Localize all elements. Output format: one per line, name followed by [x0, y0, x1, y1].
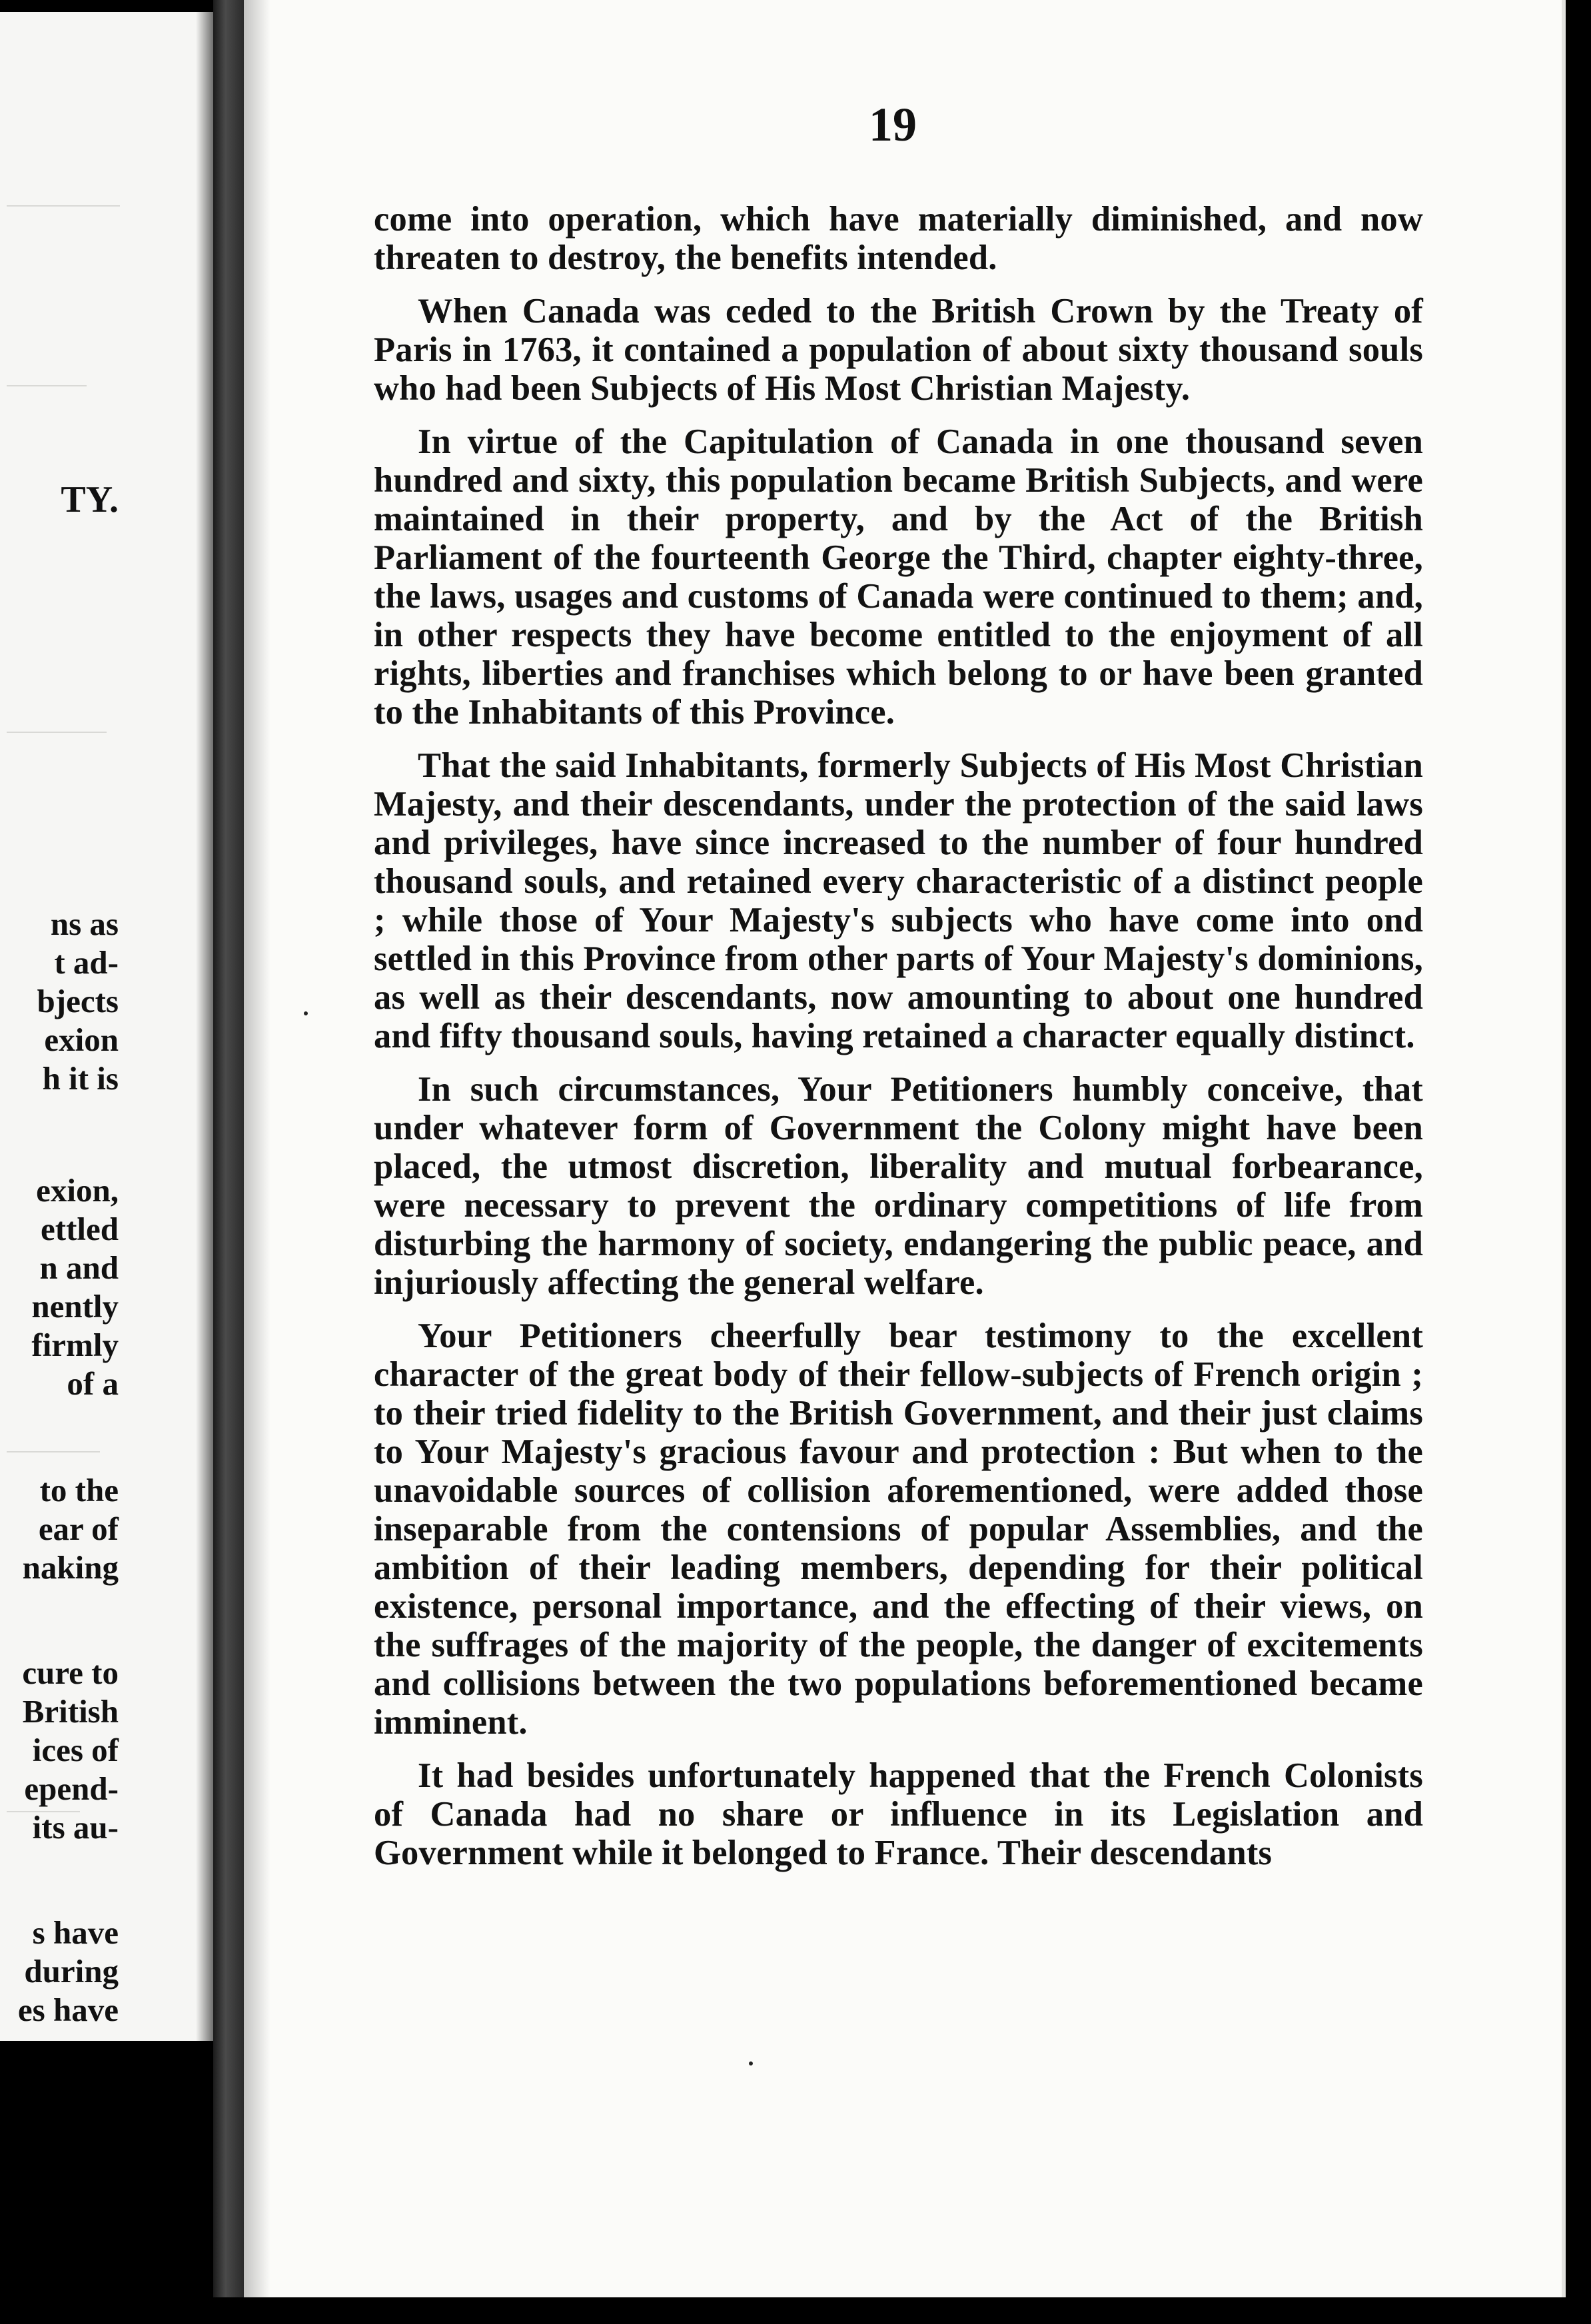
- body-text: [374, 200, 1423, 1887]
- paragraph: That the said Inhabitants, formerly Subjects of His Most Christian Majesty, and their descendants, under the protection of the said laws and privileges, have since increased to the number of four hundred thousand souls, and retained every characteristic of a distinct people ; while those of Your Majesty's subjects who have come into ond settled in this Province from other parts of Your Majesty's dominions, as well as their descendants, now amounting to about one hundred and fifty thousand souls, having retained a character equally distinct.: [374, 746, 1423, 1055]
- main-page: [244, 0, 1566, 2297]
- facing-page-line: t ad-: [54, 944, 119, 981]
- facing-page-line: bjects: [37, 983, 119, 1019]
- facing-page-line: ear of: [38, 1510, 119, 1547]
- facing-page-line: of a: [67, 1365, 119, 1402]
- facing-page-line: es have: [17, 1992, 119, 2028]
- facing-page-left: [0, 12, 213, 2041]
- facing-page-line: nently: [31, 1288, 119, 1325]
- facing-page-line: its au-: [32, 1809, 119, 1846]
- paragraph: In virtue of the Capitulation of Canada in one thousand seven hundred and sixty, this population became British Subjects, and were maintained in their property, and by the Act of the British Parliament of the fourteenth George the Third, chapter eighty-three, the laws, usages and customs of Canada were continued to them; and, in other respects they have become entitled to the enjoyment of all rights, liberties and franchises which belong to or have been granted to the Inhabitants of this Province.: [374, 422, 1423, 732]
- paragraph: In such circumstances, Your Petitioners humbly conceive, that under whatever form of Government the Colony might have been placed, the utmost discretion, liberality and mutual forbearance, were necessary to prevent the ordinary competitions of life from disturbing the harmony of society, endangering the public peace, and injuriously affecting the general welfare.: [374, 1070, 1423, 1302]
- facing-page-line: cure to: [22, 1654, 119, 1691]
- page-number: 19: [869, 98, 917, 151]
- facing-page-line: exion: [44, 1021, 119, 1058]
- facing-page-line: ns as: [50, 905, 119, 942]
- facing-page-line: to the: [39, 1472, 119, 1508]
- print-speck: [749, 2061, 753, 2065]
- book-spine-shadow: [213, 0, 244, 2324]
- facing-page-line: British: [22, 1693, 119, 1730]
- paragraph: When Canada was ceded to the British Crown by the Treaty of Paris in 1763, it contained a population of about sixty thousand souls who had been Subjects of His Most Christian Majesty.: [374, 292, 1423, 408]
- facing-page-text: [0, 12, 119, 2041]
- paragraph: Your Petitioners cheerfully bear testimony to the excellent character of the great body of their fellow-subjects of French origin ; to their tried fidelity to the British Government, and their just claims to Your Majesty's gracious favour and protection : But when to the unavoidable sources of collision aforementioned, were added those inseparable from the contensions of popular Assemblies, and the ambition of their leading members, depending for their political existence, personal importance, and the effecting of their views, on the suffrages of the majority of the people, the danger of excitements and collisions between the two populations beforementioned became imminent.: [374, 1317, 1423, 1742]
- facing-page-heading: TY.: [61, 479, 119, 520]
- facing-page-line: n and: [39, 1249, 119, 1286]
- page-edge-shadow: [196, 12, 213, 2041]
- facing-page-line: ettled: [41, 1211, 119, 1247]
- paragraph: come into operation, which have materially diminished, and now threaten to destroy, the benefits intended.: [374, 200, 1423, 277]
- facing-page-line: exion,: [36, 1172, 119, 1209]
- facing-page-line: s have: [32, 1914, 119, 1951]
- facing-page-line: during: [24, 1953, 119, 1990]
- scan-border: [0, 2297, 1591, 2324]
- facing-page-line: ices of: [32, 1732, 119, 1768]
- facing-page-line: epend-: [24, 1770, 119, 1807]
- facing-page-line: h it is: [42, 1060, 119, 1097]
- paragraph: It had besides unfortunately happened that the French Colonists of Canada had no share or influence in its Legislation and Government while it belonged to France. Their descendants: [374, 1756, 1423, 1872]
- print-speck: [304, 1011, 308, 1015]
- facing-page-line: firmly: [31, 1327, 119, 1363]
- facing-page-line: naking: [22, 1549, 119, 1586]
